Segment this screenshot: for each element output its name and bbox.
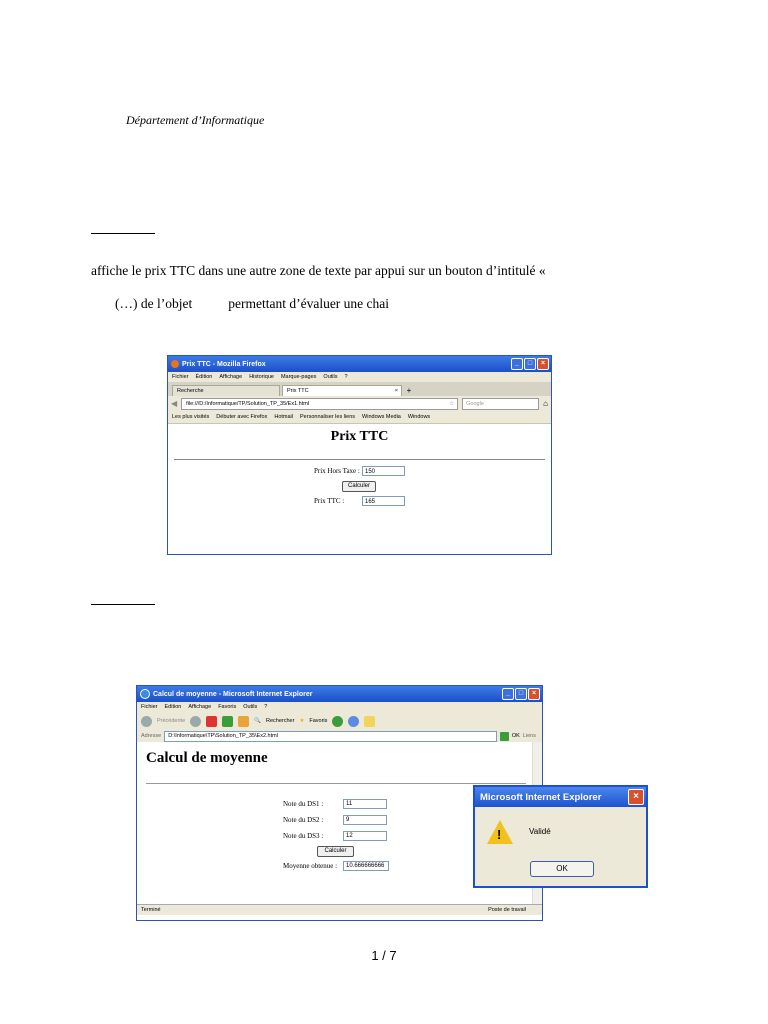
menu-bar [168,372,551,382]
ie-logo-icon [140,689,150,699]
calculer-button[interactable]: Calculer [342,481,376,492]
stop-icon[interactable] [206,716,217,727]
toolbar [137,712,542,730]
dialog-message: Validé [529,827,551,836]
menu-item[interactable]: Affichage [188,704,212,710]
body-text-line: affiche le prix TTC dans une autre zone de texte par appui sur un bouton d’intitulé « [91,263,546,278]
favorites-icon[interactable]: ★ [299,718,305,724]
mail-icon[interactable] [348,716,359,727]
divider [174,459,545,460]
page-title: Prix TTC [330,429,389,444]
tab-label: Recherche [177,388,204,394]
go-icon[interactable] [500,732,509,741]
status-zone: Poste de travail [488,907,526,913]
section-underline [91,604,155,605]
label-moyenne: Moyenne obtenue : [283,862,338,870]
bookmark-item[interactable]: Les plus visités [172,414,210,420]
label-prix-ttc: Prix TTC : [314,497,345,505]
page-number: 1 / 7 [371,948,397,963]
firefox-window-screenshot [167,355,552,555]
history-icon[interactable] [332,716,343,727]
maximize-icon[interactable]: □ [524,358,536,370]
ds3-field[interactable]: 12 [343,831,387,841]
forward-icon[interactable] [190,716,201,727]
address-bar-row [137,730,542,742]
bookmark-item[interactable]: Débuter avec Firefox [216,414,268,420]
back-label[interactable]: Précédente [157,718,186,724]
menu-item[interactable]: Édition [195,374,213,380]
menu-item[interactable]: Outils [323,374,338,380]
window-title: Calcul de moyenne - Microsoft Internet Explorer [153,690,313,698]
label-prix-ht: Prix Hors Taxe : [314,467,360,475]
menu-item[interactable]: Fichier [141,704,158,710]
go-label[interactable]: OK [511,733,520,739]
search-icon[interactable]: 🔍 [254,718,261,724]
close-icon[interactable]: × [528,688,540,700]
menu-item[interactable]: Edition [164,704,182,710]
bookmark-item[interactable]: Personnaliser les liens [300,414,356,420]
star-icon[interactable]: ☆ [449,400,455,407]
tab-bar [168,382,551,396]
section-underline [91,233,155,234]
new-tab-icon[interactable]: + [406,386,412,395]
minimize-icon[interactable]: _ [511,358,523,370]
dialog-title: Microsoft Internet Explorer [480,791,602,803]
menu-item[interactable]: ? [264,704,268,710]
label-ds3: Note du DS3 : [283,832,324,840]
window-titlebar [168,356,551,372]
folder-icon[interactable] [364,716,375,727]
links-label[interactable]: Liens [522,733,536,739]
ok-button[interactable]: OK [530,861,594,877]
maximize-icon[interactable]: □ [515,688,527,700]
bookmark-item[interactable]: Windows Media [362,414,401,420]
dialog-titlebar [475,787,646,807]
tab-prix-ttc[interactable] [282,385,402,396]
moyenne-field[interactable]: 10.666666666 [343,861,389,871]
close-icon[interactable]: × [628,789,644,805]
refresh-icon[interactable] [222,716,233,727]
label-ds1: Note du DS1 : [283,800,324,808]
url-text: file:///D:/Informatique/TP/Solution_TP_35/Ex1.html [186,400,310,407]
page-title: Calcul de moyenne [146,750,268,766]
divider [146,783,526,784]
close-tab-icon[interactable]: × [394,388,398,394]
menu-item[interactable]: Favoris [218,704,237,710]
calculer-button[interactable]: Calculer [317,846,354,857]
url-bar[interactable] [181,398,458,410]
prix-ttc-field[interactable]: 165 [362,496,405,506]
status-bar [137,904,542,915]
alert-dialog [473,785,648,888]
bookmark-item[interactable]: Hotmail [274,414,294,420]
menu-bar [137,702,542,712]
window-titlebar [137,686,542,702]
home-icon[interactable] [238,716,249,727]
body-text-fragment: permettant d’évaluer une chai [228,296,390,311]
back-icon[interactable]: ◀ [171,399,178,408]
ds2-field[interactable]: 9 [343,815,387,825]
status-text: Terminé [141,907,161,913]
bookmark-item[interactable]: Windows [407,414,431,420]
menu-item[interactable]: Outils [243,704,258,710]
address-label: Adresse [141,733,162,739]
body-text-line [115,296,389,312]
home-icon[interactable]: ⌂ [543,399,548,408]
search-label[interactable]: Rechercher [266,718,295,724]
favorites-label[interactable]: Favoris [309,718,328,724]
ds1-field[interactable]: 11 [343,799,387,809]
menu-item[interactable]: ? [344,374,348,380]
menu-item[interactable]: Affichage [219,374,243,380]
prix-ht-field[interactable]: 150 [362,466,405,476]
bookmarks-bar [168,411,551,424]
navigation-bar [168,396,551,411]
search-input[interactable]: Google [462,398,539,410]
tab-label: Prix TTC [287,388,309,394]
minimize-icon[interactable]: _ [502,688,514,700]
window-title: Prix TTC - Mozilla Firefox [182,360,266,368]
department-heading: Département d’Informatique [126,113,265,127]
menu-item[interactable]: Fichier [172,374,189,380]
firefox-logo-icon [171,360,179,368]
body-text-fragment: (…) de l’objet [115,296,193,311]
close-icon[interactable]: × [537,358,549,370]
menu-item[interactable]: Historique [249,374,274,380]
warning-icon-mark: ! [497,827,502,842]
address-input[interactable]: D:\Informatique\TP\Solution_TP_35\Ex2.html [164,731,497,742]
page-content [168,424,551,540]
tab-recherche[interactable] [172,385,280,396]
menu-item[interactable]: Marque-pages [280,374,317,380]
back-icon[interactable] [141,716,152,727]
label-ds2: Note du DS2 : [283,816,324,824]
